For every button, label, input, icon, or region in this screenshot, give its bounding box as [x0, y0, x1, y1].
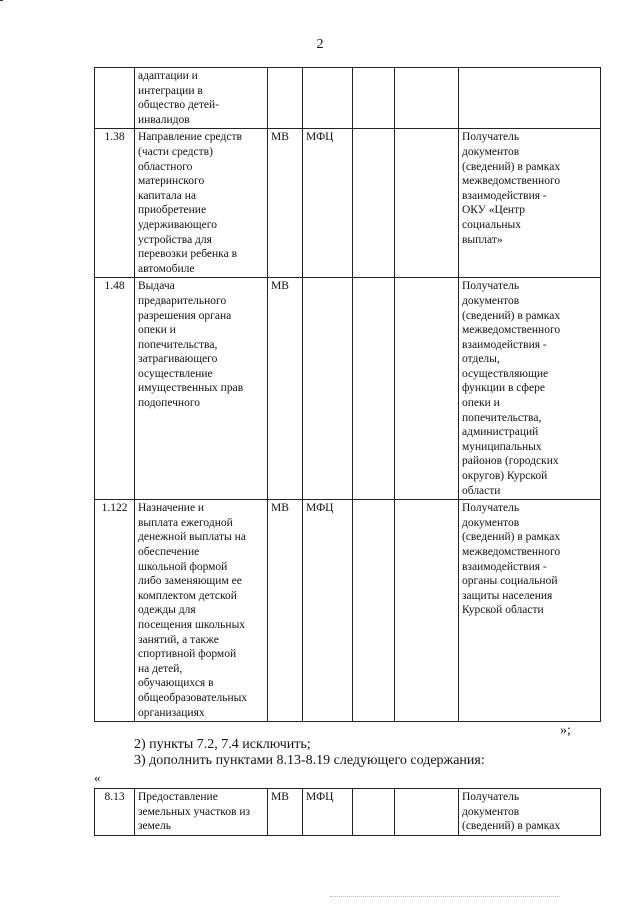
service-name-line: посещения школьных	[138, 618, 246, 631]
recipient-line: (сведений) в рамках	[462, 309, 561, 322]
recipient-line: Получатель	[462, 131, 520, 144]
service-name-line: удерживающего	[138, 218, 217, 231]
service-name-line: комплектом детской	[138, 589, 237, 602]
service-name-line: устройства для	[138, 233, 212, 246]
services-table-continued	[94, 788, 601, 836]
table-row	[95, 278, 601, 500]
service-name-line: Предоставление	[138, 791, 218, 803]
crop-mark	[0, 0, 3, 1]
recipient-cell	[459, 68, 601, 129]
service-name-line: Выдача	[138, 280, 175, 293]
service-name-line: школьной формой	[138, 560, 228, 573]
service-name-line: опеки и	[138, 324, 176, 337]
service-name-cell	[135, 500, 268, 722]
recipient-line: Получатель	[462, 280, 520, 293]
cell-c3: МВ	[268, 789, 303, 836]
recipient-line: муниципальных	[462, 440, 542, 453]
service-name-line: Направление средств	[138, 131, 242, 144]
recipient-line: межведомственного	[462, 546, 561, 558]
service-name-line: выплата ежегодной	[138, 516, 233, 529]
recipient-line: взаимодействия -	[462, 560, 547, 573]
cell-c5	[353, 68, 395, 129]
cell-c6	[395, 500, 459, 722]
recipient-line: Получатель	[462, 791, 520, 803]
recipient-line: (сведений) в рамках	[462, 820, 561, 833]
recipient-line: взаимодействия -	[462, 338, 547, 351]
service-name-line: капитала на	[138, 189, 197, 202]
cell-c6	[395, 68, 459, 129]
services-table	[94, 67, 601, 722]
recipient-line: осуществляющие	[462, 367, 549, 380]
recipient-line: попечительства,	[462, 411, 542, 424]
recipient-line: (сведений) в рамках	[462, 531, 561, 544]
cell-c4	[303, 68, 353, 129]
service-number-cell: 1.122	[95, 500, 135, 722]
table-row	[95, 68, 601, 129]
recipient-line: выплат»	[462, 233, 503, 246]
service-name-line: Назначение и	[138, 502, 205, 515]
closing-quote: »;	[560, 723, 571, 738]
service-name-cell	[135, 789, 268, 836]
recipient-line: Получатель	[462, 502, 520, 515]
recipient-line: органы социальной	[462, 575, 558, 588]
service-name-cell	[135, 129, 268, 278]
service-number-cell: 1.48	[95, 278, 135, 500]
recipient-line: (сведений) в рамках	[462, 160, 561, 173]
cell-c3: МВ	[268, 129, 303, 278]
service-name-line: земельных участков из	[138, 805, 251, 818]
service-name-line: обучающихся в	[138, 677, 214, 690]
service-name-line: земель	[138, 820, 172, 833]
service-name-line: денежной выплаты на	[138, 531, 246, 544]
service-name-line: занятий, а также	[138, 633, 219, 646]
service-name-line: (части средств)	[138, 145, 213, 158]
cell-c6	[395, 789, 459, 836]
service-number-cell: 8.13	[95, 789, 135, 836]
scan-artifact	[330, 896, 560, 899]
recipient-line: документов	[462, 294, 520, 307]
service-name-line: общество детей-	[138, 99, 220, 112]
recipient-line: функции в сфере	[462, 382, 545, 395]
service-name-line: общеобразовательных	[138, 691, 248, 704]
recipient-line: межведомственного	[462, 175, 561, 188]
cell-c4: МФЦ	[303, 789, 353, 836]
cell-c6	[395, 278, 459, 500]
service-name-line: организациях	[138, 706, 205, 719]
recipient-line: районов (городских	[462, 455, 559, 468]
service-number-cell: 1.38	[95, 129, 135, 278]
page-number: 2	[316, 37, 324, 52]
cell-c6	[395, 129, 459, 278]
service-name-line: спортивной формой	[138, 648, 237, 661]
cell-c5	[353, 500, 395, 722]
recipient-line: Курской области	[462, 604, 544, 617]
table-row	[95, 129, 601, 278]
service-name-line: предварительного	[138, 294, 227, 307]
recipient-cell	[459, 789, 601, 836]
table-row	[95, 789, 601, 836]
recipient-line: отделы,	[462, 353, 500, 366]
paragraph-item-2: 2) пункты 7.2, 7.4 исключить;	[134, 737, 311, 752]
service-name-line: обеспечение	[138, 546, 200, 558]
cell-c5	[353, 278, 395, 500]
paragraph-item-3: 3) дополнить пунктами 8.13-8.19 следующего содержания:	[134, 753, 485, 768]
opening-quote: «	[94, 770, 101, 785]
service-name-cell	[135, 278, 268, 500]
service-name-cell	[135, 68, 268, 129]
recipient-line: взаимодействия -	[462, 189, 547, 202]
recipient-cell	[459, 129, 601, 278]
service-name-line: затрагивающего	[138, 353, 218, 366]
cell-c4: МФЦ	[303, 129, 353, 278]
recipient-line: документов	[462, 805, 520, 818]
cell-c3: МВ	[268, 278, 303, 500]
recipient-line: социальных	[462, 218, 521, 231]
service-name-line: разрешения органа	[138, 309, 232, 322]
service-name-line: областного	[138, 160, 193, 173]
service-name-line: интеграции в	[138, 84, 203, 97]
service-name-line: перевозки ребенка в	[138, 248, 238, 261]
service-name-line: на детей,	[138, 662, 183, 675]
cell-c5	[353, 789, 395, 836]
recipient-line: документов	[462, 145, 520, 158]
service-name-line: попечительства,	[138, 338, 218, 351]
recipient-line: защиты населения	[462, 589, 553, 602]
cell-c3: МВ	[268, 500, 303, 722]
service-name-line: одежды для	[138, 604, 196, 617]
service-name-line: осуществление	[138, 367, 213, 380]
recipient-cell	[459, 278, 601, 500]
recipient-line: документов	[462, 516, 520, 529]
recipient-line: области	[462, 484, 501, 497]
recipient-line: ОКУ «Центр	[462, 204, 525, 217]
cell-c4: МФЦ	[303, 500, 353, 722]
service-name-line: подопечного	[138, 397, 201, 410]
service-name-line: материнского	[138, 175, 205, 188]
recipient-line: опеки и	[462, 397, 500, 410]
recipient-cell	[459, 500, 601, 722]
service-name-line: либо заменяющим ее	[138, 575, 242, 588]
cell-c5	[353, 129, 395, 278]
cell-c4	[303, 278, 353, 500]
service-number-cell	[95, 68, 135, 129]
service-name-line: приобретение	[138, 204, 207, 217]
service-name-line: инвалидов	[138, 113, 190, 126]
table-row	[95, 500, 601, 722]
recipient-line: округов) Курской	[462, 470, 548, 483]
recipient-line: межведомственного	[462, 324, 561, 337]
recipient-line: администраций	[462, 426, 539, 439]
service-name-line: адаптации и	[138, 70, 198, 82]
service-name-line: автомобиле	[138, 262, 195, 275]
cell-c3	[268, 68, 303, 129]
service-name-line: имущественных прав	[138, 382, 244, 395]
